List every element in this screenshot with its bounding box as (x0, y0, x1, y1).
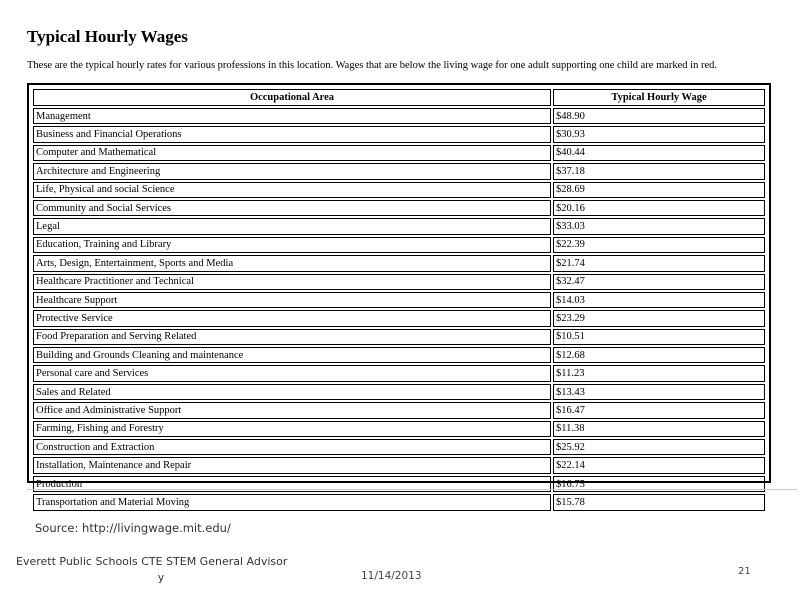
table-row (33, 200, 765, 216)
cell-hourly-wage: $40.44 (553, 145, 765, 161)
table-row (33, 439, 765, 455)
table-header-row (33, 89, 765, 106)
cell-occupational-area: Community and Social Services (33, 200, 551, 216)
footer-org-line1: Everett Public Schools CTE STEM General Advisor (16, 555, 288, 568)
source-citation: Source: http://livingwage.mit.edu/ (35, 521, 231, 535)
table-row (33, 421, 765, 437)
table-row (33, 402, 765, 418)
wage-table-frame (27, 83, 771, 508)
cell-hourly-wage: $25.92 (553, 439, 765, 455)
cell-occupational-area: Office and Administrative Support (33, 402, 551, 418)
cell-hourly-wage: $32.47 (553, 274, 765, 290)
table-row (33, 108, 765, 124)
cell-hourly-wage: $21.74 (553, 255, 765, 271)
table-row (33, 274, 765, 290)
cell-hourly-wage: $16.75 (553, 476, 765, 492)
intro-text: These are the typical hourly rates for various professions in this location. Wages that are below the living wage for one adult supporting one child are marked in red. (27, 60, 718, 71)
table-row (33, 126, 765, 142)
cell-occupational-area: Healthcare Practitioner and Technical (33, 274, 551, 290)
table-body (33, 108, 765, 511)
table-row (33, 163, 765, 179)
cell-occupational-area: Building and Grounds Cleaning and maintenance (33, 347, 551, 363)
table-row (33, 310, 765, 326)
cell-occupational-area: Arts, Design, Entertainment, Sports and Media (33, 255, 551, 271)
table-row (33, 329, 765, 345)
cell-hourly-wage: $33.03 (553, 218, 765, 234)
cell-occupational-area: Protective Service (33, 310, 551, 326)
cell-occupational-area: Healthcare Support (33, 292, 551, 308)
cell-occupational-area: Management (33, 108, 551, 124)
cell-occupational-area: Computer and Mathematical (33, 145, 551, 161)
cell-hourly-wage: $22.14 (553, 457, 765, 473)
cell-occupational-area: Personal care and Services (33, 365, 551, 381)
cell-hourly-wage: $12.68 (553, 347, 765, 363)
slide-number: 21 (738, 566, 751, 577)
cell-hourly-wage: $11.38 (553, 421, 765, 437)
page-title: Typical Hourly Wages (27, 27, 188, 46)
cell-occupational-area: Installation, Maintenance and Repair (33, 457, 551, 473)
footer-date: 11/14/2013 (361, 570, 422, 582)
table-row (33, 457, 765, 473)
cell-hourly-wage: $48.90 (553, 108, 765, 124)
cell-occupational-area: Construction and Extraction (33, 439, 551, 455)
table-row (33, 145, 765, 161)
footer-org-line2: y (157, 571, 165, 584)
table-row (33, 255, 765, 271)
table-row (33, 384, 765, 400)
cell-hourly-wage: $16.47 (553, 402, 765, 418)
column-header-typical-hourly-wage: Typical Hourly Wage (553, 89, 765, 106)
cell-hourly-wage: $13.43 (553, 384, 765, 400)
table-row (33, 218, 765, 234)
wage-table (31, 87, 767, 513)
cell-occupational-area: Business and Financial Operations (33, 126, 551, 142)
column-header-occupational-area: Occupational Area (33, 89, 551, 106)
cell-occupational-area: Legal (33, 218, 551, 234)
cell-hourly-wage: $30.93 (553, 126, 765, 142)
table-row (33, 182, 765, 198)
cell-occupational-area: Sales and Related (33, 384, 551, 400)
cell-occupational-area: Life, Physical and social Science (33, 182, 551, 198)
cell-occupational-area: Production (33, 476, 551, 492)
cell-hourly-wage: $20.16 (553, 200, 765, 216)
cell-hourly-wage: $14.03 (553, 292, 765, 308)
cell-hourly-wage: $11.23 (553, 365, 765, 381)
cell-hourly-wage: $22.39 (553, 237, 765, 253)
table-row (33, 365, 765, 381)
table-row (33, 237, 765, 253)
table-row (33, 347, 765, 363)
cell-occupational-area: Education, Training and Library (33, 237, 551, 253)
cell-hourly-wage: $28.69 (553, 182, 765, 198)
cell-hourly-wage: $15.78 (553, 494, 765, 510)
cell-hourly-wage: $37.18 (553, 163, 765, 179)
footer-organization (16, 554, 306, 586)
cell-occupational-area: Architecture and Engineering (33, 163, 551, 179)
cell-occupational-area: Farming, Fishing and Forestry (33, 421, 551, 437)
cell-hourly-wage: $23.29 (553, 310, 765, 326)
cell-occupational-area: Transportation and Material Moving (33, 494, 551, 510)
table-row (33, 292, 765, 308)
cell-occupational-area: Food Preparation and Serving Related (33, 329, 551, 345)
table-row (33, 494, 765, 510)
divider-line (27, 489, 797, 490)
cell-hourly-wage: $10.51 (553, 329, 765, 345)
